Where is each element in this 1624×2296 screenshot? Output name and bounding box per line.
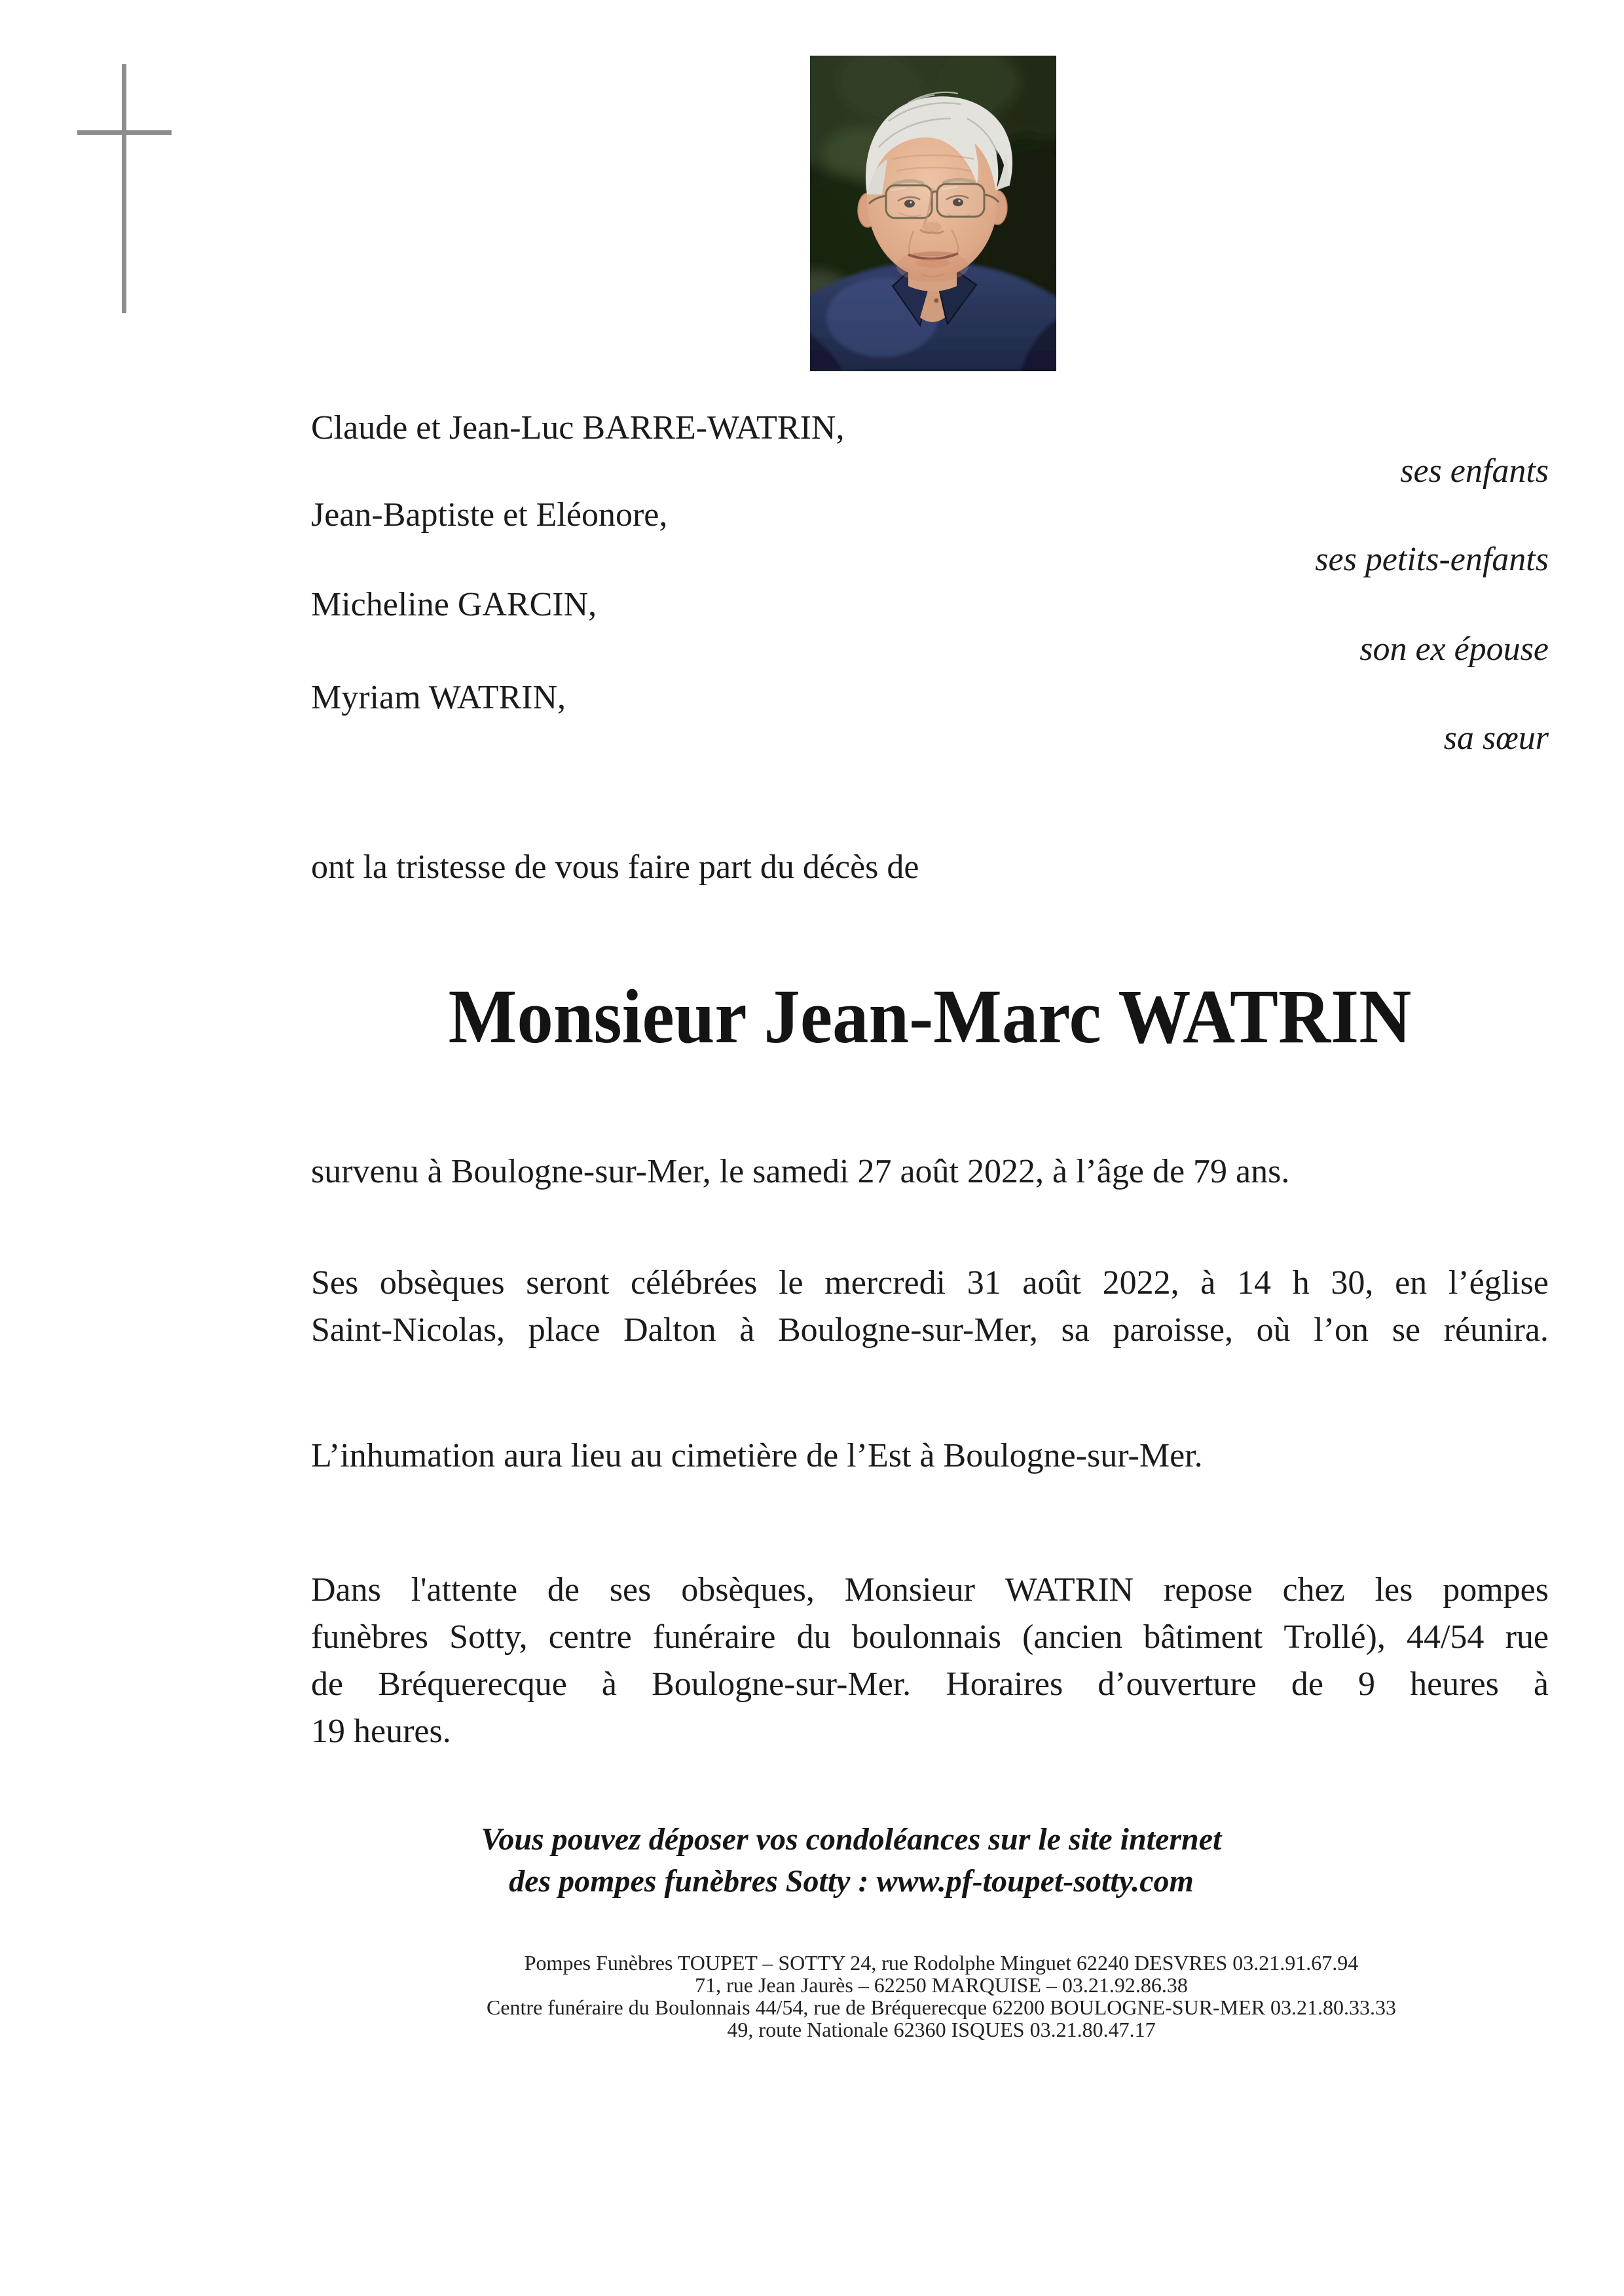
relation-label: ses petits-enfants bbox=[1315, 541, 1549, 578]
family-names-line: Myriam WATRIN, bbox=[311, 679, 566, 716]
funeral-line: Saint-Nicolas, place Dalton à Boulogne-sur-Mer, sa paroisse, où l’on se réunira. bbox=[311, 1311, 1549, 1349]
relation-label: son ex épouse bbox=[1359, 630, 1549, 668]
relation-label: sa sœur bbox=[1443, 720, 1549, 757]
footer-line: Centre funéraire du Boulonnais 44/54, rue de Bréquerecque 62200 BOULOGNE-SUR-MER 03.21.80.33.33 bbox=[486, 1995, 1397, 2019]
repose-line: 19 heures. bbox=[311, 1713, 451, 1750]
footer-line: 71, rue Jean Jaurès – 62250 MARQUISE – 03.21.92.86.38 bbox=[695, 1973, 1188, 1997]
portrait-photo bbox=[810, 56, 1056, 371]
announcement-line: ont la tristesse de vous faire part du décès de bbox=[311, 848, 919, 886]
memorial-cross-horizontal-bar bbox=[77, 130, 172, 135]
deceased-name-title: Monsieur Jean-Marc WATRIN bbox=[448, 974, 1412, 1059]
condolence-line: Vous pouvez déposer vos condoléances sur le site internet bbox=[481, 1822, 1222, 1857]
repose-paragraph bbox=[311, 1567, 1549, 1755]
family-names-line: Jean-Baptiste et Eléonore, bbox=[311, 496, 668, 534]
footer-line: Pompes Funèbres TOUPET – SOTTY 24, rue Rodolphe Minguet 62240 DESVRES 03.21.91.67.94 bbox=[524, 1951, 1359, 1975]
relation-label: ses enfants bbox=[1400, 452, 1549, 490]
condolence-note bbox=[311, 1819, 1392, 1903]
repose-line: Dans l'attente de ses obsèques, Monsieur WATRIN repose chez les pompes bbox=[311, 1571, 1549, 1609]
footer-addresses bbox=[311, 1952, 1572, 2041]
repose-line: de Bréquerecque à Boulogne-sur-Mer. Horaires d’ouverture de 9 heures à bbox=[311, 1666, 1549, 1703]
memorial-cross-vertical-bar bbox=[122, 64, 126, 313]
funeral-paragraph bbox=[311, 1260, 1549, 1354]
footer-line: 49, route Nationale 62360 ISQUES 03.21.80.47.17 bbox=[727, 2018, 1156, 2041]
funeral-line: Ses obsèques seront célébrées le mercredi 31 août 2022, à 14 h 30, en l’église bbox=[311, 1264, 1549, 1302]
repose-line: funèbres Sotty, centre funéraire du boulonnais (ancien bâtiment Trollé), 44/54 rue bbox=[311, 1618, 1549, 1656]
death-date-line: survenu à Boulogne-sur-Mer, le samedi 27 août 2022, à l’âge de 79 ans. bbox=[311, 1153, 1290, 1190]
family-names-line: Micheline GARCIN, bbox=[311, 586, 597, 623]
family-names-line: Claude et Jean-Luc BARRE-WATRIN, bbox=[311, 409, 845, 446]
burial-line: L’inhumation aura lieu au cimetière de l’Est à Boulogne-sur-Mer. bbox=[311, 1437, 1203, 1474]
condolence-line: des pompes funèbres Sotty : www.pf-toupet-sotty.com bbox=[509, 1864, 1194, 1899]
